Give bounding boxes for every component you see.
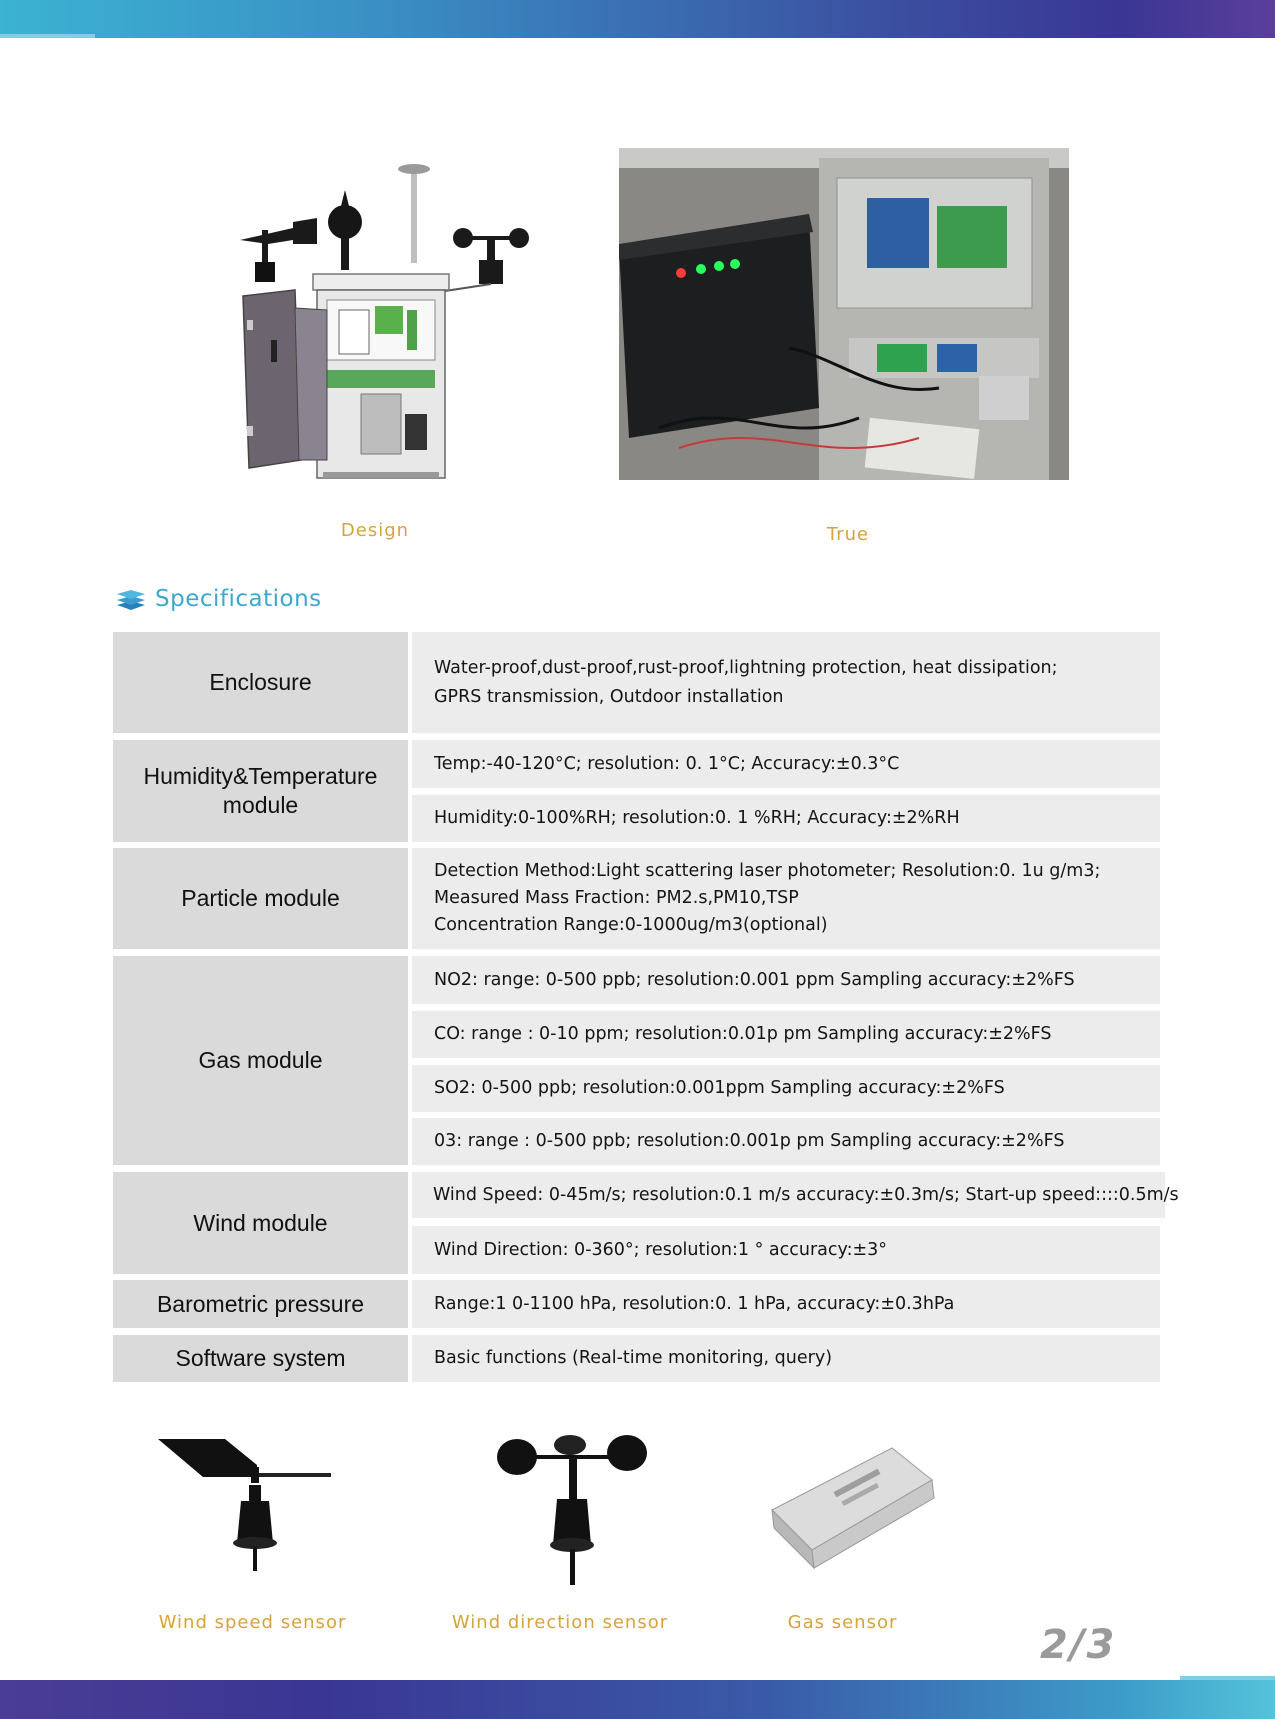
spec-value-humidity: [412, 795, 1160, 842]
spec-line: Wind Speed: 0-45m/s; resolution:0.1 m/s accuracy:±0.3m/s; Start-up speed::::0.5m/s: [433, 1184, 1179, 1205]
footer-gradient-bar: [0, 1680, 1275, 1719]
spec-line: NO2: range: 0-500 ppb; resolution:0.001 ppm Sampling accuracy:±2%FS: [434, 969, 1075, 990]
true-caption: True: [826, 524, 870, 545]
spec-value-co: [412, 1011, 1160, 1058]
station-design-illustration: [235, 160, 535, 490]
spec-line: Water-proof,dust-proof,rust-proof,lightning protection, heat dissipation;: [434, 657, 1058, 678]
wind-speed-sensor-caption: Wind speed sensor: [158, 1612, 347, 1633]
page-number: 2/3: [1040, 1622, 1117, 1668]
spec-label-wind: Wind module: [113, 1172, 408, 1274]
spec-label-gas: Gas module: [113, 956, 408, 1165]
section-title: Specifications: [155, 586, 322, 612]
spec-value-o3: [412, 1118, 1160, 1165]
footer-accent: [1180, 1676, 1275, 1680]
station-real-photo: [619, 148, 1069, 480]
wind-cup-sensor-image: [495, 1435, 655, 1605]
spec-label-humidity-temperature: Humidity&Temperature module: [113, 740, 408, 842]
spec-value-particle: [412, 848, 1160, 949]
spec-line: Measured Mass Fraction: PM2.s,PM10,TSP: [434, 887, 799, 908]
spec-line: Range:1 0-1100 hPa, resolution:0. 1 hPa, accuracy:±0.3hPa: [434, 1293, 955, 1314]
spec-value-wind-direction: [412, 1226, 1160, 1274]
spec-value-enclosure: [412, 632, 1160, 733]
header-accent: [0, 34, 95, 38]
gas-sensor-caption: Gas sensor: [787, 1612, 898, 1633]
spec-value-wind-speed: [412, 1172, 1179, 1218]
spec-value-temperature: [412, 740, 1160, 788]
design-caption: Design: [340, 520, 410, 541]
spec-line: Basic functions (Real-time monitoring, query): [434, 1348, 833, 1369]
spec-line: CO: range : 0-10 ppm; resolution:0.01p pm Sampling accuracy:±2%FS: [434, 1024, 1052, 1045]
header-gradient-bar: [0, 0, 1275, 38]
spec-line: 03: range : 0-500 ppb; resolution:0.001p pm Sampling accuracy:±2%FS: [434, 1131, 1065, 1152]
spec-value-no2: [412, 956, 1160, 1004]
spec-line: GPRS transmission, Outdoor installation: [434, 686, 784, 707]
spec-label-barometric: Barometric pressure: [113, 1280, 408, 1328]
wind-vane-sensor-image: [155, 1435, 335, 1595]
spec-line: Wind Direction: 0-360°; resolution:1 ° accuracy:±3°: [434, 1239, 888, 1260]
spec-value-so2: [412, 1065, 1160, 1112]
gas-sensor-image: [762, 1440, 942, 1580]
spec-label-software: Software system: [113, 1335, 408, 1382]
spec-line: Detection Method:Light scattering laser photometer; Resolution:0. 1u g/m3;: [434, 860, 1101, 881]
specifications-heading: [115, 582, 322, 616]
layers-icon: [115, 587, 147, 611]
spec-label-enclosure: Enclosure: [113, 632, 408, 733]
spec-line: SO2: 0-500 ppb; resolution:0.001ppm Sampling accuracy:±2%FS: [434, 1078, 1005, 1099]
spec-line: Humidity:0-100%RH; resolution:0. 1 %RH; Accuracy:±2%RH: [434, 808, 960, 829]
spec-line: Concentration Range:0-1000ug/m3(optional): [434, 915, 828, 936]
spec-value-software: [412, 1335, 1160, 1382]
spec-value-barometric: [412, 1280, 1160, 1328]
wind-direction-sensor-caption: Wind direction sensor: [451, 1612, 669, 1633]
spec-line: Temp:-40-120°C; resolution: 0. 1°C; Accuracy:±0.3°C: [434, 753, 900, 774]
spec-label-particle: Particle module: [113, 848, 408, 949]
